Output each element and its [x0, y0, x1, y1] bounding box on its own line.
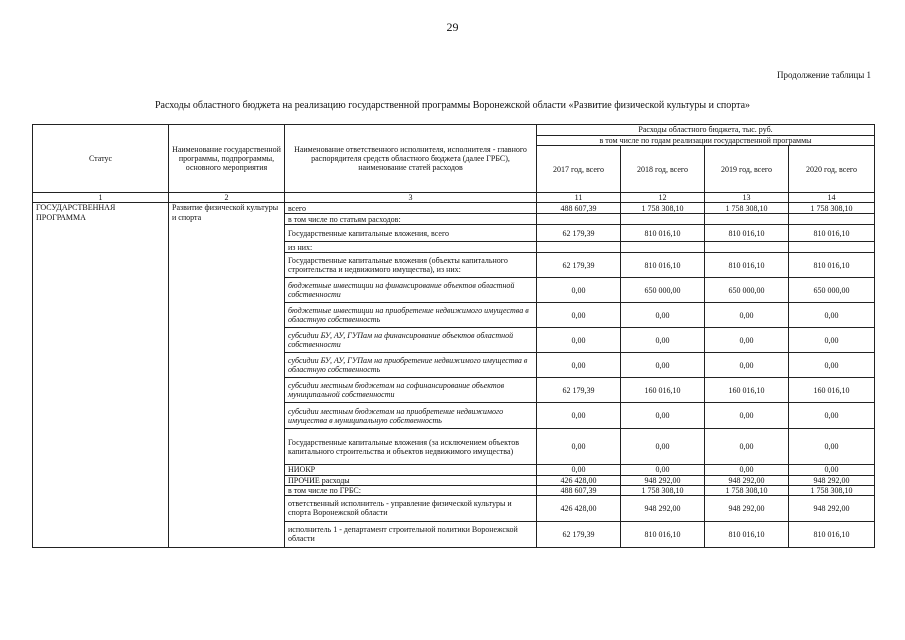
- row-label: исполнитель 1 - департамент строительной политики Воронежской области: [285, 521, 537, 547]
- value-2020: 0,00: [789, 353, 875, 378]
- row-label: НИОКР: [285, 465, 537, 475]
- column-index: 1: [33, 193, 169, 203]
- column-index-row: [33, 193, 875, 203]
- value-2018: 0,00: [621, 465, 705, 475]
- budget-table: [32, 124, 875, 548]
- value-2017: 488 607,39: [537, 485, 621, 495]
- value-2020: [789, 214, 875, 225]
- value-2020: 650 000,00: [789, 278, 875, 303]
- value-2017: 0,00: [537, 278, 621, 303]
- value-2020: 0,00: [789, 303, 875, 328]
- row-label: субсидии местным бюджетам на софинансирование объектов муниципальной собственности: [285, 378, 537, 403]
- value-2018: 0,00: [621, 328, 705, 353]
- value-2018: 650 000,00: [621, 278, 705, 303]
- value-2018: 1 758 308,10: [621, 485, 705, 495]
- column-index: 12: [621, 193, 705, 203]
- value-2019: 0,00: [705, 353, 789, 378]
- row-label: субсидии местным бюджетам на приобретение недвижимого имущества в муниципальную собственность: [285, 403, 537, 429]
- row-label: в том числе по статьям расходов:: [285, 214, 537, 225]
- column-index: 3: [285, 193, 537, 203]
- row-label: ПРОЧИЕ расходы: [285, 475, 537, 485]
- table-row: [33, 203, 875, 214]
- row-label: субсидии БУ, АУ, ГУПам на приобретение недвижимого имущества в областную собственность: [285, 353, 537, 378]
- header-year-2020: 2020 год, всего: [789, 146, 875, 193]
- header-budget-group: Расходы областного бюджета, тыс. руб.: [537, 125, 875, 136]
- value-2019: 810 016,10: [705, 521, 789, 547]
- value-2018: 1 758 308,10: [621, 203, 705, 214]
- value-2020: 1 758 308,10: [789, 485, 875, 495]
- value-2019: 0,00: [705, 303, 789, 328]
- value-2020: 0,00: [789, 429, 875, 465]
- row-label: бюджетные инвестиции на приобретение недвижимого имущества в областную собственность: [285, 303, 537, 328]
- value-2018: 0,00: [621, 353, 705, 378]
- document-title: Расходы областного бюджета на реализацию государственной программы Воронежской области «Развитие физической культуры и спорта»: [154, 100, 751, 111]
- value-2017: 426 428,00: [537, 495, 621, 521]
- value-2019: 0,00: [705, 328, 789, 353]
- value-2019: 160 016,10: [705, 378, 789, 403]
- value-2018: [621, 214, 705, 225]
- column-index: 2: [169, 193, 285, 203]
- value-2017: 0,00: [537, 429, 621, 465]
- value-2019: 0,00: [705, 429, 789, 465]
- row-label: Государственные капитальные вложения (объекты капитального строительства и недвижимого имущества), из них:: [285, 253, 537, 278]
- value-2020: 0,00: [789, 328, 875, 353]
- row-label: Государственные капитальные вложения, всего: [285, 225, 537, 242]
- value-2019: [705, 242, 789, 253]
- value-2019: 810 016,10: [705, 225, 789, 242]
- page-number: 29: [446, 20, 459, 34]
- value-2019: 810 016,10: [705, 253, 789, 278]
- value-2017: [537, 214, 621, 225]
- value-2018: 0,00: [621, 303, 705, 328]
- program-cell: Развитие физической культуры и спорта: [169, 203, 285, 548]
- header-year-2017: 2017 год, всего: [537, 146, 621, 193]
- value-2017: 0,00: [537, 465, 621, 475]
- header-program-name: Наименование государственной программы, подпрограммы, основного мероприятия: [169, 125, 285, 193]
- header-year-2018: 2018 год, всего: [621, 146, 705, 193]
- value-2018: 810 016,10: [621, 225, 705, 242]
- row-label: из них:: [285, 242, 537, 253]
- column-index: 14: [789, 193, 875, 203]
- value-2017: 0,00: [537, 403, 621, 429]
- value-2019: 948 292,00: [705, 475, 789, 485]
- value-2017: 62 179,39: [537, 253, 621, 278]
- value-2020: 1 758 308,10: [789, 203, 875, 214]
- header-year-2019: 2019 год, всего: [705, 146, 789, 193]
- value-2019: 0,00: [705, 403, 789, 429]
- row-label: бюджетные инвестиции на финансирование объектов областной собственности: [285, 278, 537, 303]
- value-2018: 810 016,10: [621, 253, 705, 278]
- continuation-label: Продолжение таблицы 1: [777, 70, 871, 80]
- value-2018: 0,00: [621, 429, 705, 465]
- value-2017: 62 179,39: [537, 225, 621, 242]
- value-2019: 650 000,00: [705, 278, 789, 303]
- row-label: субсидии БУ, АУ, ГУПам на финансирование объектов областной собственности: [285, 328, 537, 353]
- value-2018: 948 292,00: [621, 495, 705, 521]
- value-2017: 488 607,39: [537, 203, 621, 214]
- value-2020: 0,00: [789, 403, 875, 429]
- value-2017: [537, 242, 621, 253]
- value-2017: 426 428,00: [537, 475, 621, 485]
- value-2020: 810 016,10: [789, 253, 875, 278]
- value-2020: 948 292,00: [789, 475, 875, 485]
- row-label: ответственный исполнитель - управление физической культуры и спорта Воронежской области: [285, 495, 537, 521]
- value-2020: 160 016,10: [789, 378, 875, 403]
- value-2020: [789, 242, 875, 253]
- column-index: 11: [537, 193, 621, 203]
- value-2017: 0,00: [537, 353, 621, 378]
- value-2018: 0,00: [621, 403, 705, 429]
- value-2020: 948 292,00: [789, 495, 875, 521]
- column-index: 13: [705, 193, 789, 203]
- status-cell: ГОСУДАРСТВЕННАЯ ПРОГРАММА: [33, 203, 169, 548]
- value-2019: 948 292,00: [705, 495, 789, 521]
- value-2017: 62 179,39: [537, 378, 621, 403]
- value-2018: 810 016,10: [621, 521, 705, 547]
- row-label: в том числе по ГРБС:: [285, 485, 537, 495]
- value-2020: 810 016,10: [789, 521, 875, 547]
- header-status: Статус: [33, 125, 169, 193]
- value-2017: 0,00: [537, 328, 621, 353]
- row-label: всего: [285, 203, 537, 214]
- value-2020: 810 016,10: [789, 225, 875, 242]
- value-2018: 948 292,00: [621, 475, 705, 485]
- value-2020: 0,00: [789, 465, 875, 475]
- value-2018: 160 016,10: [621, 378, 705, 403]
- value-2018: [621, 242, 705, 253]
- value-2019: 1 758 308,10: [705, 485, 789, 495]
- row-label: Государственные капитальные вложения (за исключением объектов капитального строительства и объектов недвижимого имущества): [285, 429, 537, 465]
- value-2017: 62 179,39: [537, 521, 621, 547]
- value-2019: 0,00: [705, 465, 789, 475]
- value-2017: 0,00: [537, 303, 621, 328]
- header-years-group: в том числе по годам реализации государственной программы: [537, 136, 875, 146]
- value-2019: 1 758 308,10: [705, 203, 789, 214]
- header-executor-name: Наименование ответственного исполнителя, исполнителя - главного распорядителя средств областного бюджета (далее ГРБС), наименование статей расходов: [285, 125, 537, 193]
- value-2019: [705, 214, 789, 225]
